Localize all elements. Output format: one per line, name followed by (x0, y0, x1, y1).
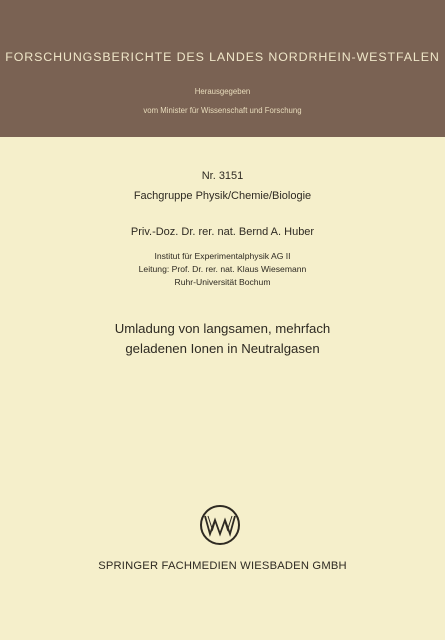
springer-ww-logo-icon (198, 503, 242, 547)
report-number: Nr. 3151 (201, 170, 244, 182)
institute-line: Institut für Experimentalphysik AG II (154, 251, 291, 261)
publisher: SPRINGER FACHMEDIEN WIESBADEN GMBH (98, 560, 347, 572)
series-title: FORSCHUNGSBERICHTE DES LANDES NORDRHEIN-WESTFALEN (5, 50, 440, 64)
header-band (0, 0, 445, 137)
subject-group: Fachgruppe Physik/Chemie/Biologie (133, 190, 312, 202)
institute-line: Ruhr-Universität Bochum (174, 277, 271, 287)
book-title-line: Umladung von langsamen, mehrfach (114, 321, 331, 336)
institute-line: Leitung: Prof. Dr. rer. nat. Klaus Wiesemann (138, 264, 307, 274)
author: Priv.-Doz. Dr. rer. nat. Bernd A. Huber (130, 226, 315, 238)
herausgegeben-label: Herausgegeben (194, 87, 251, 96)
book-title-line: geladenen Ionen in Neutralgasen (125, 341, 320, 356)
minister-label: vom Minister für Wissenschaft und Forschung (143, 106, 302, 115)
